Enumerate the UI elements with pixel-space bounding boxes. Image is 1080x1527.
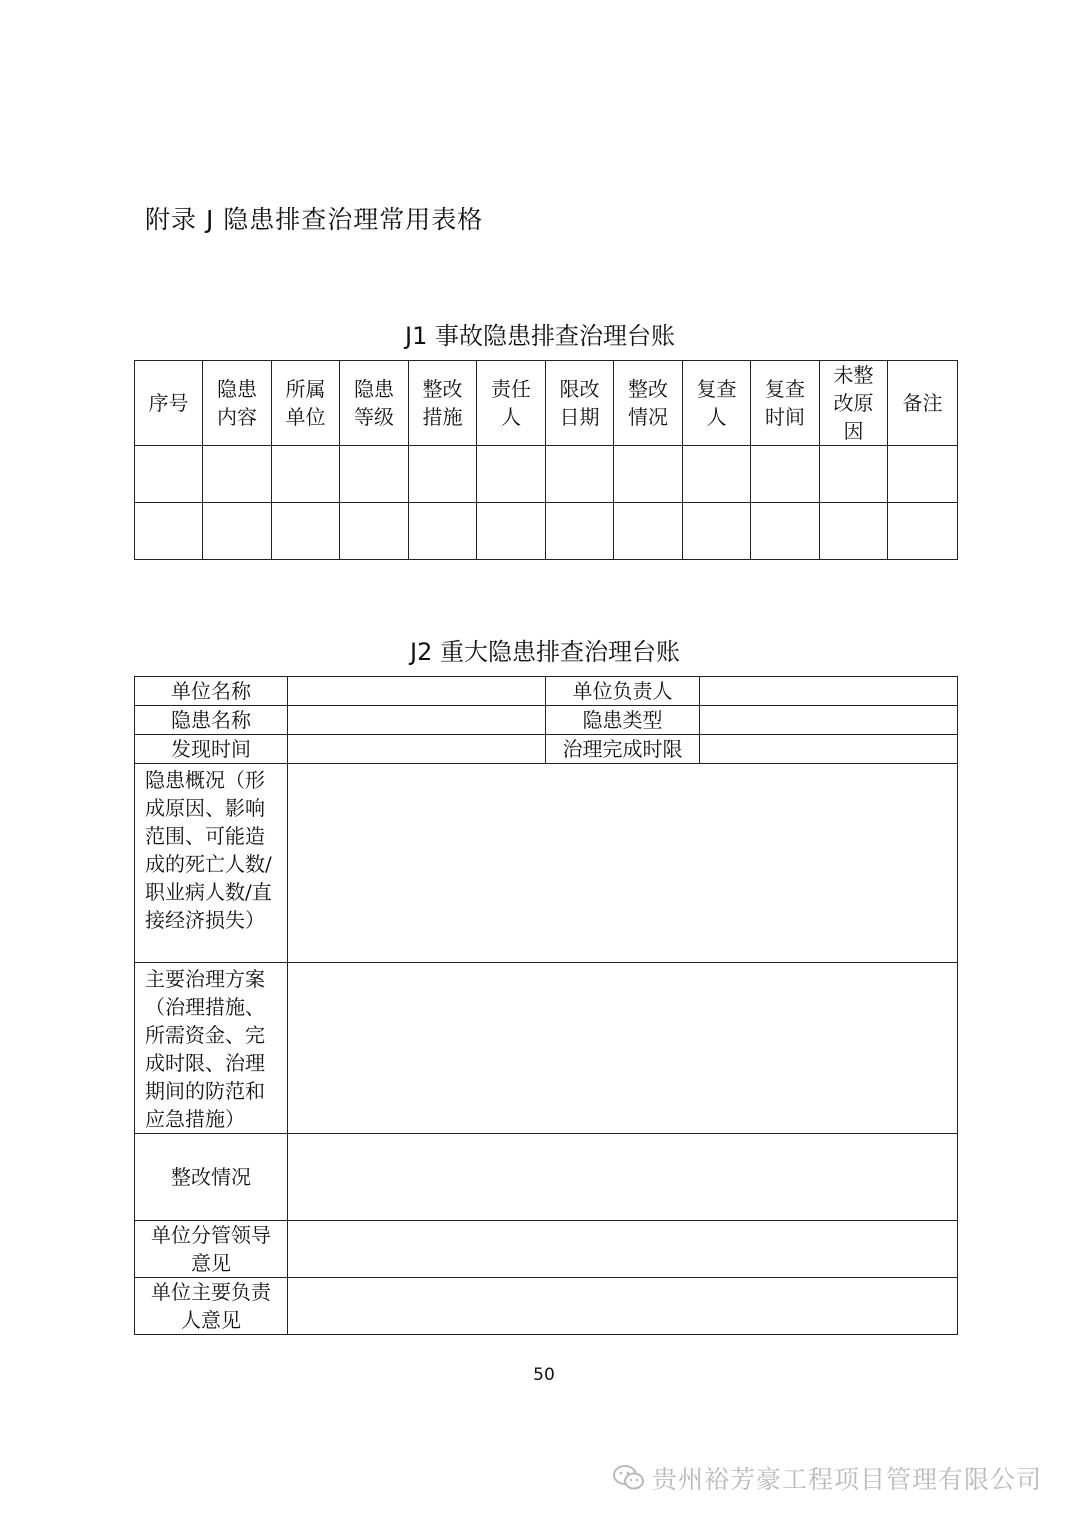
watermark-text: 贵州裕芳豪工程项目管理有限公司 [651,1465,1042,1494]
j1-empty-cell[interactable] [340,446,409,503]
j2-table-title: J2 重大隐患排查治理台账 [410,638,680,666]
j1-empty-cell[interactable] [272,503,340,560]
found-time-value[interactable] [288,735,546,764]
overview-label: 隐患概况（形成原因、影响范围、可能造成的死亡人数/职业病人数/直接经济损失） [135,764,288,963]
hazard-type-label: 隐患类型 [546,706,700,735]
j1-empty-cell[interactable] [477,446,546,503]
j1-empty-cell[interactable] [820,503,888,560]
j2-row-hazard [135,706,958,735]
j1-empty-cell[interactable] [683,503,751,560]
j1-header-cell: 隐患等级 [340,361,409,446]
j1-empty-cell[interactable] [203,503,272,560]
unit-head-label: 单位负责人 [546,677,700,706]
leader-opinion-value[interactable] [288,1221,958,1278]
j1-empty-cell[interactable] [751,446,820,503]
rectification-value[interactable] [288,1134,958,1221]
leader-opinion-label: 单位分管领导意见 [135,1221,288,1278]
j1-header-cell: 备注 [888,361,958,446]
j1-empty-cell[interactable] [888,503,958,560]
overview-value[interactable] [288,764,958,963]
unit-name-value[interactable] [288,677,546,706]
j1-empty-cell[interactable] [751,503,820,560]
j1-empty-cell[interactable] [683,446,751,503]
j1-empty-cell[interactable] [546,446,614,503]
hazard-name-label: 隐患名称 [135,706,288,735]
deadline-label: 治理完成时限 [546,735,700,764]
j2-row-plan [135,963,958,1134]
j1-empty-cell[interactable] [614,503,683,560]
j1-empty-cell[interactable] [340,503,409,560]
j2-major-hazard-table [134,676,958,1335]
head-opinion-label: 单位主要负责人意见 [135,1278,288,1335]
deadline-value[interactable] [700,735,958,764]
appendix-title: 附录 J 隐患排查治理常用表格 [145,205,484,234]
rectification-label: 整改情况 [135,1134,288,1221]
j1-empty-cell[interactable] [135,446,203,503]
j2-row-head-opinion [135,1278,958,1335]
j1-empty-row [135,446,958,503]
watermark [612,1460,1042,1499]
head-opinion-value[interactable] [288,1278,958,1335]
j1-table-title: J1 事故隐患排查治理台账 [405,322,675,350]
j1-empty-cell[interactable] [477,503,546,560]
page-number: 50 [533,1365,555,1385]
j1-empty-cell[interactable] [203,446,272,503]
j1-header-cell: 复查时间 [751,361,820,446]
j1-header-cell: 所属单位 [272,361,340,446]
hazard-name-value[interactable] [288,706,546,735]
j1-empty-cell[interactable] [546,503,614,560]
j1-empty-cell[interactable] [135,503,203,560]
j2-row-unit [135,677,958,706]
j1-header-cell: 序号 [135,361,203,446]
j1-empty-cell[interactable] [888,446,958,503]
j1-header-row [135,361,958,446]
found-time-label: 发现时间 [135,735,288,764]
plan-value[interactable] [288,963,958,1134]
unit-name-label: 单位名称 [135,677,288,706]
j2-row-rectification [135,1134,958,1221]
j1-empty-cell[interactable] [272,446,340,503]
j2-row-overview [135,764,958,963]
j1-header-cell: 整改措施 [409,361,477,446]
j1-header-cell: 未整改原因 [820,361,888,446]
j1-header-cell: 责任人 [477,361,546,446]
j1-header-cell: 限改日期 [546,361,614,446]
hazard-type-value[interactable] [700,706,958,735]
j2-row-leader-opinion [135,1221,958,1278]
j1-header-cell: 整改情况 [614,361,683,446]
plan-label: 主要治理方案（治理措施、所需资金、完成时限、治理期间的防范和应急措施） [135,963,288,1134]
j1-empty-cell[interactable] [409,446,477,503]
j1-header-cell: 隐患内容 [203,361,272,446]
unit-head-value[interactable] [700,677,958,706]
j1-header-cell: 复查人 [683,361,751,446]
j1-ledger-table [134,360,958,560]
j2-row-time [135,735,958,764]
j1-empty-cell[interactable] [409,503,477,560]
j1-empty-row [135,503,958,560]
j1-empty-cell[interactable] [614,446,683,503]
j1-empty-cell[interactable] [820,446,888,503]
wechat-icon [612,1463,646,1499]
